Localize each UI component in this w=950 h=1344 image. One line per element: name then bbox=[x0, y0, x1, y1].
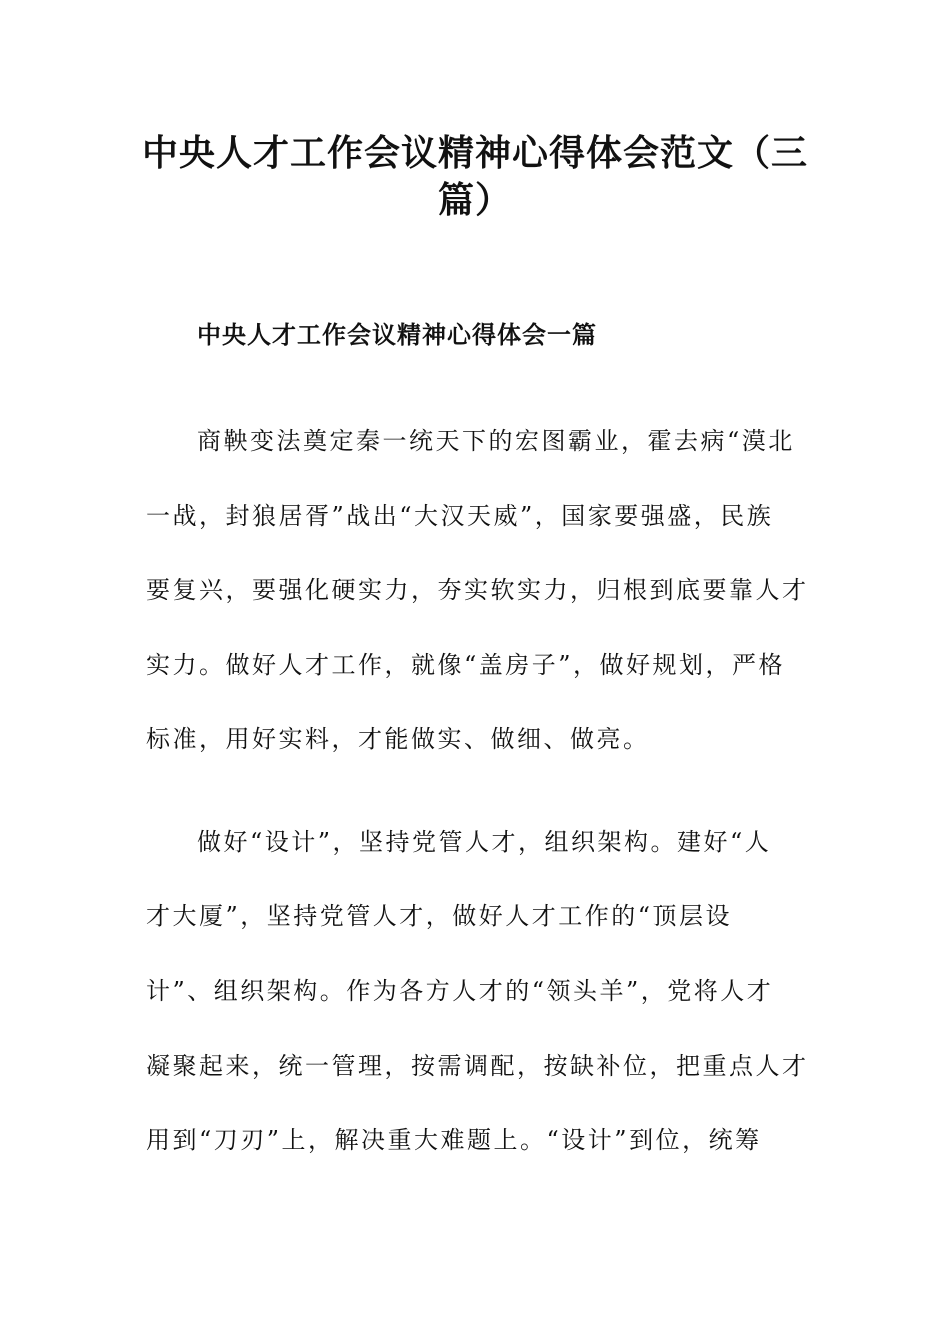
paragraph-line: 实力。做好人才工作，就像“盖房子”，做好规划，严格 bbox=[146, 651, 786, 679]
paragraph-line: 计”、组织架构。作为各方人才的“领头羊”，党将人才 bbox=[146, 977, 774, 1005]
paragraph-line: 才大厦”，坚持党管人才，做好人才工作的“顶层设 bbox=[146, 902, 733, 930]
document-title-line-1: 中央人才工作会议精神心得体会范文（三 bbox=[141, 133, 808, 174]
paragraph-line: 一战，封狼居胥”战出“大汉天威”，国家要强盛，民族 bbox=[146, 502, 774, 530]
section-heading: 中央人才工作会议精神心得体会一篇 bbox=[197, 321, 597, 349]
document-title-line-2: 篇） bbox=[437, 180, 512, 221]
paragraph-line: 用到“刀刃”上，解决重大难题上。“设计”到位，统筹 bbox=[146, 1126, 762, 1154]
paragraph-line: 要复兴，要强化硬实力，夯实软实力，归根到底要靠人才 bbox=[146, 576, 809, 604]
paragraph-line: 商鞅变法奠定秦一统天下的宏图霸业，霍去病“漠北 bbox=[197, 427, 795, 455]
paragraph-line: 凝聚起来，统一管理，按需调配，按缺补位，把重点人才 bbox=[146, 1052, 809, 1080]
paragraph-line: 标准，用好实料，才能做实、做细、做亮。 bbox=[146, 725, 650, 753]
paragraph-line: 做好“设计”，坚持党管人才，组织架构。建好“人 bbox=[197, 828, 772, 856]
